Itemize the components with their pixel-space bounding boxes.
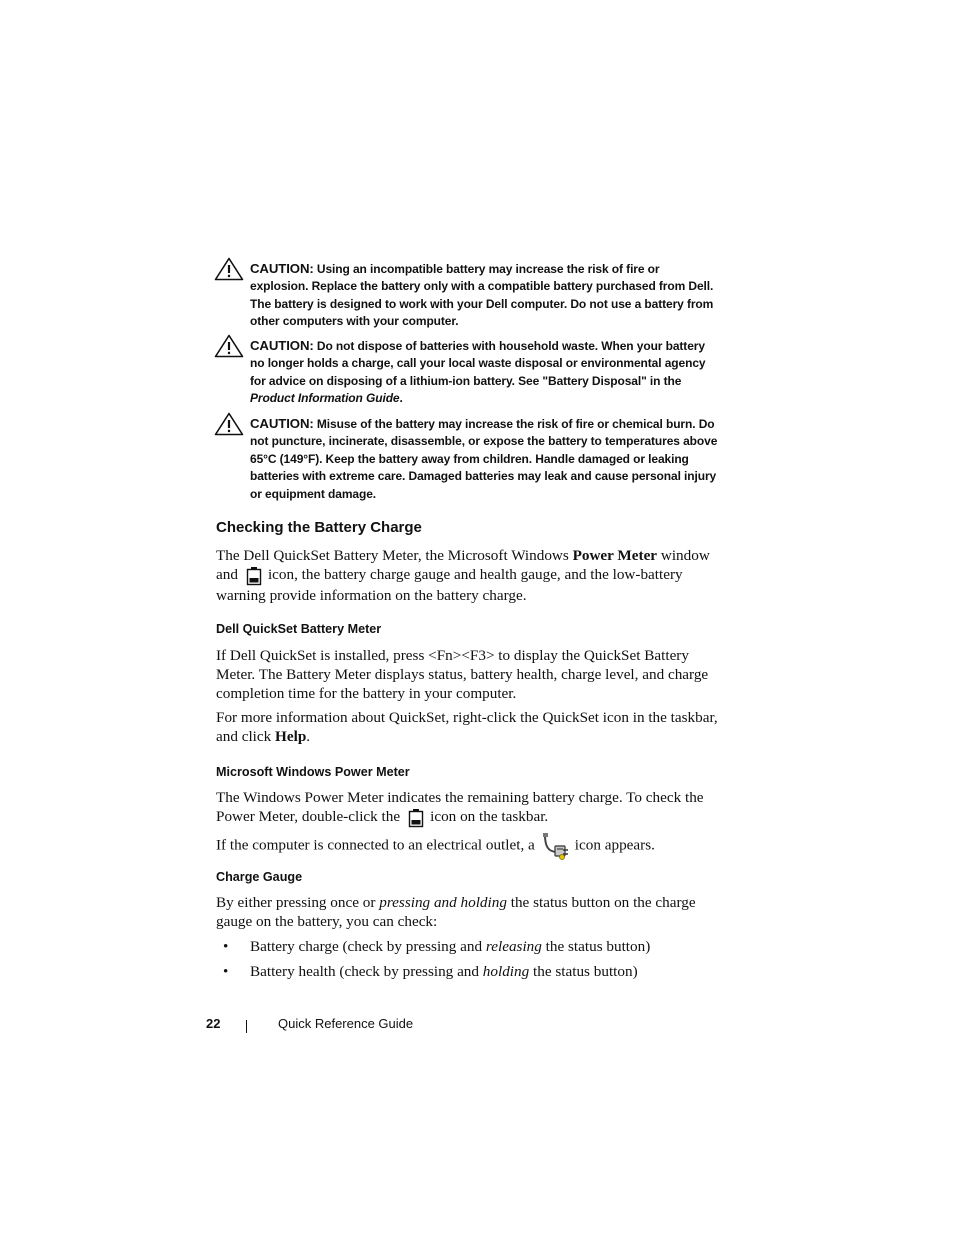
- list-text: Battery charge (check by pressing and: [250, 938, 483, 955]
- footer-divider: [246, 1020, 247, 1033]
- page-number: 22: [206, 1016, 221, 1031]
- warning-triangle-icon: [214, 334, 244, 358]
- caution-label: CAUTION:: [250, 416, 314, 431]
- warning-triangle-icon: [214, 257, 244, 281]
- paragraph-text: the status button on the charge gauge on the battery, you can check:: [216, 894, 696, 930]
- paragraph-text: For more information about QuickSet, right-click the QuickSet icon in the taskbar, and click: [216, 709, 718, 745]
- list-text: Battery health (check by pressing and: [250, 963, 479, 980]
- paragraph-end: .: [306, 728, 311, 745]
- quickset-help-paragraph: [216, 708, 721, 746]
- ac-power-paragraph: [216, 832, 721, 860]
- bullet-marker: •: [223, 938, 229, 955]
- paragraph-text: If the computer is connected to an electrical outlet, a: [216, 836, 535, 854]
- list-item-text: [250, 937, 721, 956]
- subsection-heading-power-meter: Microsoft Windows Power Meter: [216, 765, 410, 779]
- battery-icon: [408, 808, 424, 828]
- reference-document-title: Product Information Guide: [250, 391, 400, 406]
- intro-text: The Dell QuickSet Battery Meter, the Microsoft Windows: [216, 547, 569, 564]
- list-text: the status button): [533, 963, 638, 980]
- subsection-heading-quickset: Dell QuickSet Battery Meter: [216, 622, 382, 636]
- caution-body: Misuse of the battery may increase the risk of fire or chemical burn. Do not puncture, incinerate, disassemble, or expose the battery to temperatures above 65°C (149°F). Keep the battery away from children. Handle damaged or leaking batteries with extreme care. Damaged batteries may leak and cause personal injury or equipment damage.: [250, 417, 718, 501]
- battery-icon: [246, 566, 262, 586]
- paragraph-text: The Windows Power Meter indicates the remaining battery charge. To check the Power Meter, double-click the: [216, 789, 704, 825]
- caution-text: [250, 415, 719, 503]
- help-term: Help: [275, 728, 307, 745]
- power-meter-term: Power Meter: [572, 547, 658, 564]
- caution-text: [250, 337, 719, 408]
- quickset-paragraph: If Dell QuickSet is installed, press <Fn><F3> to display the QuickSet Battery Meter. The Battery Meter displays status, battery health, charge level, and charge completion time for the battery in your computer.: [216, 647, 709, 702]
- paragraph-text: icon appears.: [574, 836, 655, 854]
- warning-triangle-icon: [214, 412, 244, 436]
- caution-label: CAUTION:: [250, 261, 314, 276]
- intro-paragraph: [216, 546, 721, 605]
- caution-notice: [214, 260, 719, 331]
- list-item-text: [250, 962, 721, 981]
- intro-text: window and: [216, 547, 710, 583]
- list-item: [216, 937, 721, 956]
- caution-label: CAUTION:: [250, 338, 314, 353]
- section-heading: Checking the Battery Charge: [216, 519, 422, 536]
- emphasis-text: releasing: [485, 938, 542, 955]
- caution-body: Using an incompatible battery may increase the risk of fire or explosion. Replace the battery only with a compatible battery purchased from Dell. The battery is designed to work with your Dell computer. Do not use a battery from other computers with your computer.: [250, 262, 714, 329]
- subsection-heading-charge-gauge: Charge Gauge: [216, 870, 303, 884]
- emphasis-text: pressing and holding: [379, 894, 507, 911]
- paragraph-text: By either pressing once or: [216, 894, 376, 911]
- charge-gauge-paragraph: [216, 893, 721, 931]
- intro-text: icon, the battery charge gauge and health gauge, and the low-battery warning provide information on the battery charge.: [216, 566, 683, 604]
- power-meter-paragraph: [216, 788, 721, 828]
- ac-power-plug-icon: [541, 832, 571, 860]
- caution-text: [250, 260, 719, 331]
- caution-notice: [214, 415, 719, 503]
- bullet-marker: •: [223, 963, 229, 980]
- list-text: the status button): [545, 938, 651, 955]
- footer-title: Quick Reference Guide: [278, 1016, 414, 1031]
- caution-end: .: [399, 391, 403, 406]
- caution-notice: [214, 337, 719, 408]
- caution-body: Do not dispose of batteries with household waste. When your battery no longer holds a charge, call your local waste disposal or environmental agency for advice on disposing of a lithium-ion battery. See "Battery Disposal" in the: [250, 339, 706, 388]
- paragraph-text: icon on the taskbar.: [430, 808, 549, 825]
- emphasis-text: holding: [482, 963, 530, 980]
- list-item: [216, 962, 721, 981]
